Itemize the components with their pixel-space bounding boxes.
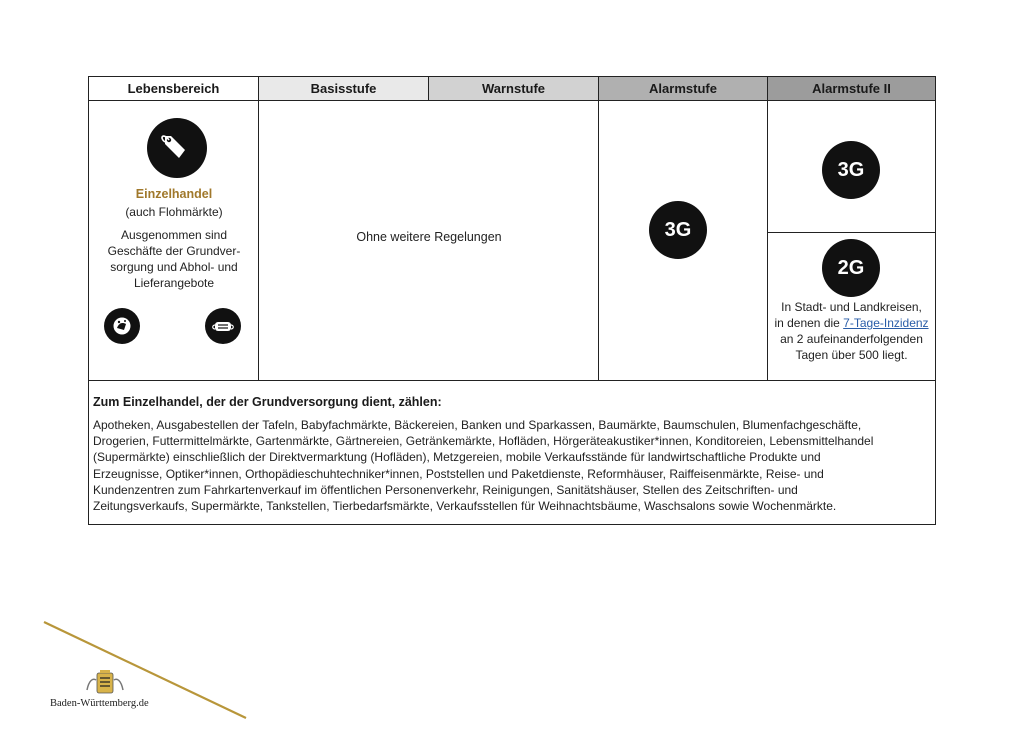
einzelhandel-exceptions: Ausgenommen sind Geschäfte der Grundver- sorgung und Abhol- und Lieferangebote (107, 228, 241, 290)
grundversorgung-title: Zum Einzelhandel, der der Grundversorgung dient, zählen: (93, 395, 442, 409)
einzelhandel-cell (89, 101, 259, 380)
price-tag-icon (147, 118, 207, 178)
rules-table (88, 76, 936, 525)
header-warnstufe: Warnstufe (429, 77, 599, 101)
alarmstufe-cell (599, 101, 768, 380)
state-coat-of-arms-icon (84, 670, 126, 696)
header-basisstufe: Basisstufe (259, 77, 429, 101)
basis-warn-text: Ohne weitere Regelungen (356, 230, 502, 244)
hands-hygiene-icon (104, 308, 140, 344)
alarmstufe-2-upper-cell (768, 101, 935, 233)
einzelhandel-title: Einzelhandel (135, 187, 213, 201)
header-alarmstufe-2: Alarmstufe II (768, 77, 935, 101)
basis-warn-cell (259, 101, 599, 380)
alarmstufe-3g-badge: 3G (649, 201, 707, 259)
alarmstufe-2-2g-badge: 2G (822, 239, 880, 297)
alarmstufe-2-lower-cell (768, 233, 935, 380)
einzelhandel-subtitle: (auch Flohmärkte) (125, 205, 223, 219)
header-lebensbereich: Lebensbereich (89, 77, 259, 101)
mask-icon (205, 308, 241, 344)
alarmstufe-2-3g-badge: 3G (822, 141, 880, 199)
grundversorgung-list: Apotheken, Ausgabestellen der Tafeln, Babyfachmärkte, Bäckereien, Banken und Sparkassen, Baumärkte, Baumschulen, Blumenfachgeschäfte, Drogerien, Futtermittelmärkte, Gartenmärkte, Gärtnereien, Getränkemärkte, Hofläden, Hörgeräteakustiker*innen, Konditoreien, Lebensmittelhandel (Supermärkte) einschließlich der Direktvermarktung (Hofläden), Metzgereien, mobile Verkaufsstände für landwirtschaftliche Produkte und Erzeugnisse, Optiker*innen, Orthopädieschuhtechniker*innen, Poststellen und Paketdienste, Reformhäuser, Raiffeisenmärkte, Reise- und Kundenzentren zum Fahrkartenverkauf im öffentlichen Personenverkehr, Reinigungen, Sanitätshäuser, Stellen des Zeitschriften- und Zeitungsverkaufs, Supermärkte, Tankstellen, Tierbedarfsmärkte, Verkaufsstellen für Weihnachtsbäume, Waschsalons sowie Wochenmärkte. (93, 418, 874, 514)
alarmstufe-2-condition: In Stadt- und Landkreisen, in denen die 7-Tage-Inzidenz an 2 aufeinanderfolgenden Tagen über 500 liegt. (774, 300, 929, 362)
header-alarmstufe: Alarmstufe (599, 77, 768, 101)
bw-logo (40, 618, 250, 720)
grundversorgung-block (89, 380, 935, 524)
inzidenz-link[interactable]: 7-Tage-Inzidenz (843, 316, 929, 330)
logo-text: Baden-Württemberg.de (50, 698, 149, 709)
